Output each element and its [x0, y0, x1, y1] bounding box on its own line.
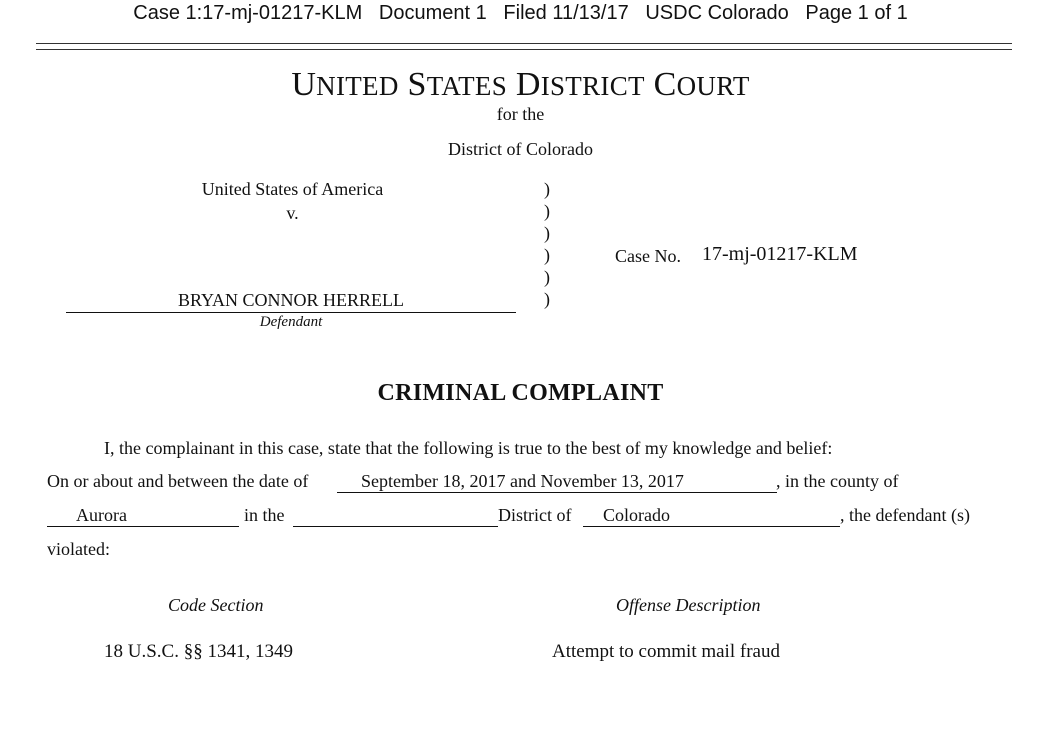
court-title-ourt: OURT: [676, 71, 750, 101]
caption-paren: ): [544, 289, 550, 309]
caption-paren: ): [544, 201, 550, 221]
court-title-s: S: [407, 66, 427, 103]
offense-description-header: Offense Description: [616, 595, 761, 615]
court-title-d: D: [515, 66, 541, 103]
defendant-label: Defendant: [259, 314, 323, 330]
defendant-name: BRYAN CONNOR HERRELL: [177, 290, 405, 310]
court-title-istrict: ISTRICT: [540, 71, 645, 101]
case-number: 17-mj-01217-KLM: [702, 243, 858, 265]
caption-paren: ): [544, 267, 550, 287]
header-rule-top: [36, 43, 1012, 44]
district-of-text: District of: [498, 505, 572, 525]
code-section-header: Code Section: [168, 595, 264, 615]
caption-paren: ): [544, 179, 550, 199]
defendant-name-line: [66, 312, 516, 313]
court-district: District of Colorado: [448, 139, 593, 159]
date-line-prefix: On or about and between the date of: [47, 471, 309, 491]
caption-paren: ): [544, 245, 550, 265]
date-line-suffix: , in the county of: [776, 471, 899, 491]
court-title-u: U: [291, 66, 317, 103]
court-title-c: C: [653, 66, 677, 103]
court-title: [0, 66, 1041, 104]
district-name: Colorado: [603, 505, 670, 525]
code-section-value: 18 U.S.C. §§ 1341, 1349: [104, 641, 293, 662]
case-no-label: Case No.: [615, 246, 681, 266]
county-fill-line: [47, 526, 239, 527]
court-title-nited: NITED: [316, 71, 399, 101]
in-the-text: in the: [244, 505, 285, 525]
complainant-statement: I, the complainant in this case, state that the following is true to the best of my knowledge and belief:: [104, 438, 833, 458]
for-the-text: for the: [496, 104, 545, 124]
offense-description-value: Attempt to commit mail fraud: [552, 641, 780, 662]
document-title: CRIMINAL COMPLAINT: [377, 380, 664, 406]
caption-paren: ): [544, 223, 550, 243]
violated-text: violated:: [47, 539, 110, 559]
header-rule-bottom: [36, 49, 1012, 50]
offense-dates: September 18, 2017 and November 13, 2017: [361, 471, 684, 491]
dates-fill-line: [337, 492, 777, 493]
court-title-tates: TATES: [426, 71, 508, 101]
district-fill-line: [583, 526, 840, 527]
county-name: Aurora: [76, 505, 127, 525]
defendant-suffix: , the defendant (s): [840, 505, 970, 525]
blank-fill-line: [293, 526, 498, 527]
plaintiff-name: United States of America: [201, 179, 384, 199]
versus-text: v.: [286, 203, 299, 223]
case-header-stamp: Case 1:17-mj-01217-KLM Document 1 Filed 11/13/17 USDC Colorado Page 1 of 1: [133, 2, 908, 24]
